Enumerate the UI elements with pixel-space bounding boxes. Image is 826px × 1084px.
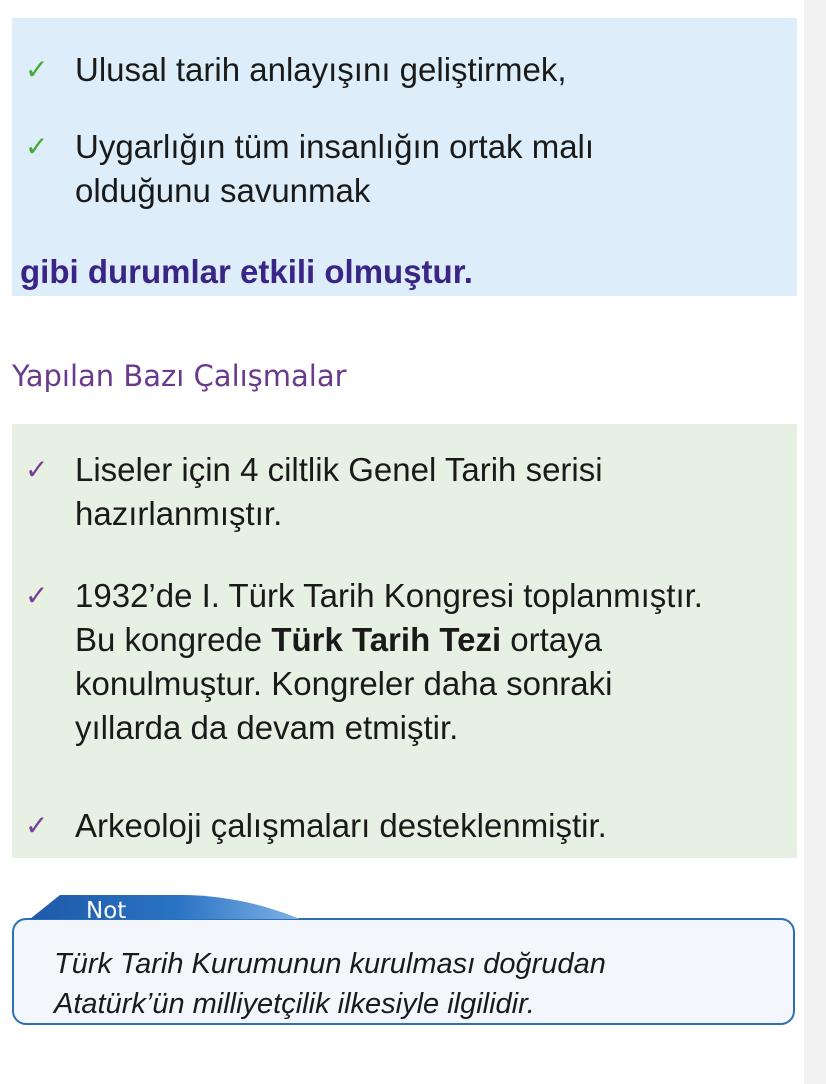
note-label: Not [86, 898, 127, 924]
conclusion-text: gibi durumlar etkili olmuştur. [20, 253, 473, 290]
checkmark-icon: ✓ [25, 454, 49, 485]
emphasis-text: Türk Tarih Tezi [271, 621, 502, 658]
goals-box [12, 18, 797, 296]
note-tab [30, 893, 300, 931]
list-item-text-line: olduğunu savunmak [75, 172, 371, 209]
checkmark-icon: ✓ [25, 810, 49, 841]
note-box [12, 918, 795, 1025]
list-item-text-line: yıllarda da devam etmiştir. [75, 709, 459, 746]
list-item-text: Arkeoloji çalışmaları desteklenmiştir. [75, 807, 607, 844]
note-text-line: Türk Tarih Kurumunun kurulması doğrudan [54, 948, 606, 980]
checkmark-icon: ✓ [25, 580, 49, 611]
list-item-text-line: Liseler için 4 ciltlik Genel Tarih serisi [75, 451, 603, 488]
list-item-text-line: 1932’de I. Türk Tarih Kongresi toplanmıştır. [75, 577, 703, 614]
note-text [54, 944, 606, 1024]
list-item-text-line: hazırlanmıştır. [75, 495, 283, 532]
checkmark-icon: ✓ [25, 54, 49, 85]
note-tab-shape [30, 893, 300, 931]
section-heading: Yapılan Bazı Çalışmalar [12, 359, 347, 393]
page-edge-strip [804, 0, 826, 1084]
note-text-line: Atatürk’ün milliyetçilik ilkesiyle ilgilidir. [54, 988, 535, 1020]
list-item-text-line: Uygarlığın tüm insanlığın ortak malı [75, 128, 595, 165]
checkmark-icon: ✓ [25, 131, 49, 162]
list-item-text: Ulusal tarih anlayışını geliştirmek, [75, 51, 567, 88]
list-item-text-line: konulmuştur. Kongreler daha sonraki [75, 665, 613, 702]
works-box [12, 424, 797, 858]
list-item-text-line: Bu kongrede Türk Tarih Tezi ortaya [75, 621, 603, 658]
